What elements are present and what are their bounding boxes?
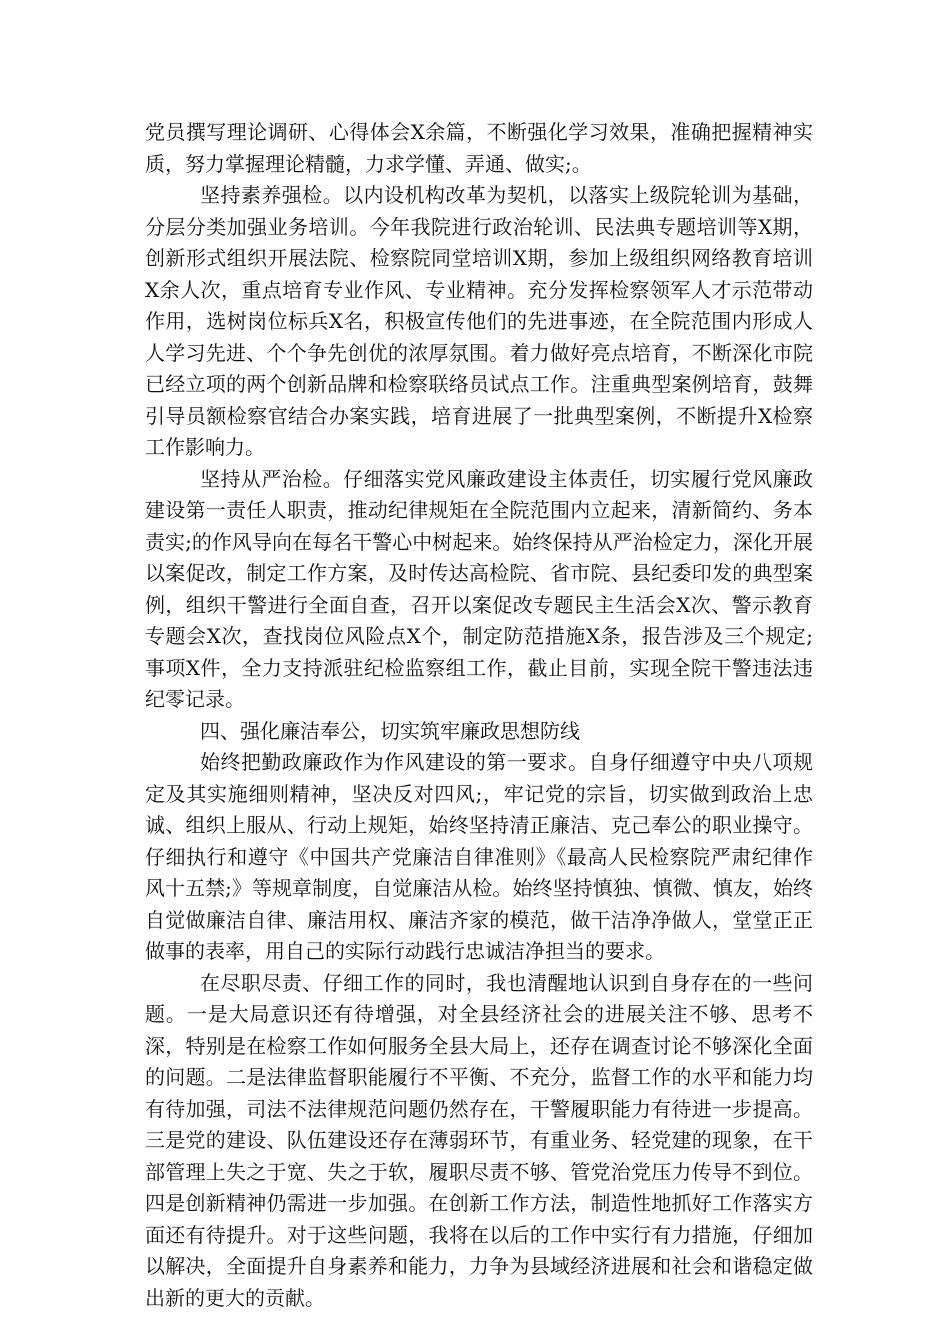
- document-body: [145, 117, 813, 1314]
- paragraph-study-results: 党员撰写理论调研、心得体会X余篇，不断强化学习效果，准确把握精神实质，努力掌握理论精髓，力求学懂、弄通、做实;。: [145, 120, 813, 176]
- paragraph-problems: 在尽职尽责、仔细工作的同时，我也清醒地认识到自身存在的一些问题。一是大局意识还有待增强，对全县经济社会的进展关注不够、思考不深，特别是在检察工作如何服务全县大局上，还存在调查讨论不够深化全面的问题。二是法律监督职能履行不平衡、不充分，监督工作的水平和能力均有待加强，司法不法律规范问题仍然存在，干警履职能力有待进一步提高。三是党的建设、队伍建设还存在薄弱环节，有重业务、轻党建的现象，在干部管理上失之于宽、失之于软，履职尽责不够、管党治党压力传导不到位。四是创新精神仍需进一步加强。在创新工作方法，制造性地抓好工作落实方面还有待提升。对于这些问题，我将在以后的工作中实行有力措施，仔细加以解决，全面提升自身素养和能力，力争为县域经济进展和社会和谐稳定做出新的更大的贡献。: [145, 970, 813, 1310]
- paragraph-quality-training: 坚持素养强检。以内设机构改革为契机，以落实上级院轮训为基础，分层分类加强业务培训。今年我院进行政治轮训、民法典专题培训等X期，创新形式组织开展法院、检察院同堂培训X期，参加上级组织网络教育培训X余人次，重点培育专业作风、专业精神。充分发挥检察领军人才示范带动作用，选树岗位标兵X名，积极宣传他们的先进事迹，在全院范围内形成人人学习先进、个个争先创优的浓厚氛围。着力做好亮点培育，不断深化市院已经立项的两个创新品牌和检察联络员试点工作。注重典型案例培育，鼓舞引导员额检察官结合办案实践，培育进展了一批典型案例，不断提升X检察工作影响力。: [145, 183, 813, 459]
- section-heading-integrity: 四、强化廉洁奉公，切实筑牢廉政思想防线: [200, 718, 580, 743]
- paragraph-strict-governance: 坚持从严治检。仔细落实党风廉政建设主体责任，切实履行党风廉政建设第一责任人职责，推动纪律规矩在全院范围内立起来，清新简约、务本责实;的作风导向在每名干警心中树起来。始终保持从严治检定力，深化开展以案促改，制定工作方案，及时传达高检院、省市院、县纪委印发的典型案例，组织干警进行全面自查，召开以案促改专题民主生活会X次、警示教育专题会X次，查找岗位风险点X个，制定防范措施X条，报告涉及三个规定;事项X件，全力支持派驻纪检监察组工作，截止目前，实现全院干警违法违纪零记录。: [145, 466, 813, 711]
- paragraph-integrity: 始终把勤政廉政作为作风建设的第一要求。自身仔细遵守中央八项规定及其实施细则精神，坚决反对四风;，牢记党的宗旨，切实做到政治上忠诚、组织上服从、行动上规矩，始终坚持清正廉洁、克己奉公的职业操守。仔细执行和遵守《中国共产党廉洁自律准则》《最高人民检察院严肃纪律作风十五禁;》等规章制度，自觉廉洁从检。始终坚持慎独、慎微、慎友，始终自觉做廉洁自律、廉洁用权、廉洁齐家的模范，做干洁净净做人，堂堂正正做事的表率，用自己的实际行动践行忠诚洁净担当的要求。: [145, 750, 813, 963]
